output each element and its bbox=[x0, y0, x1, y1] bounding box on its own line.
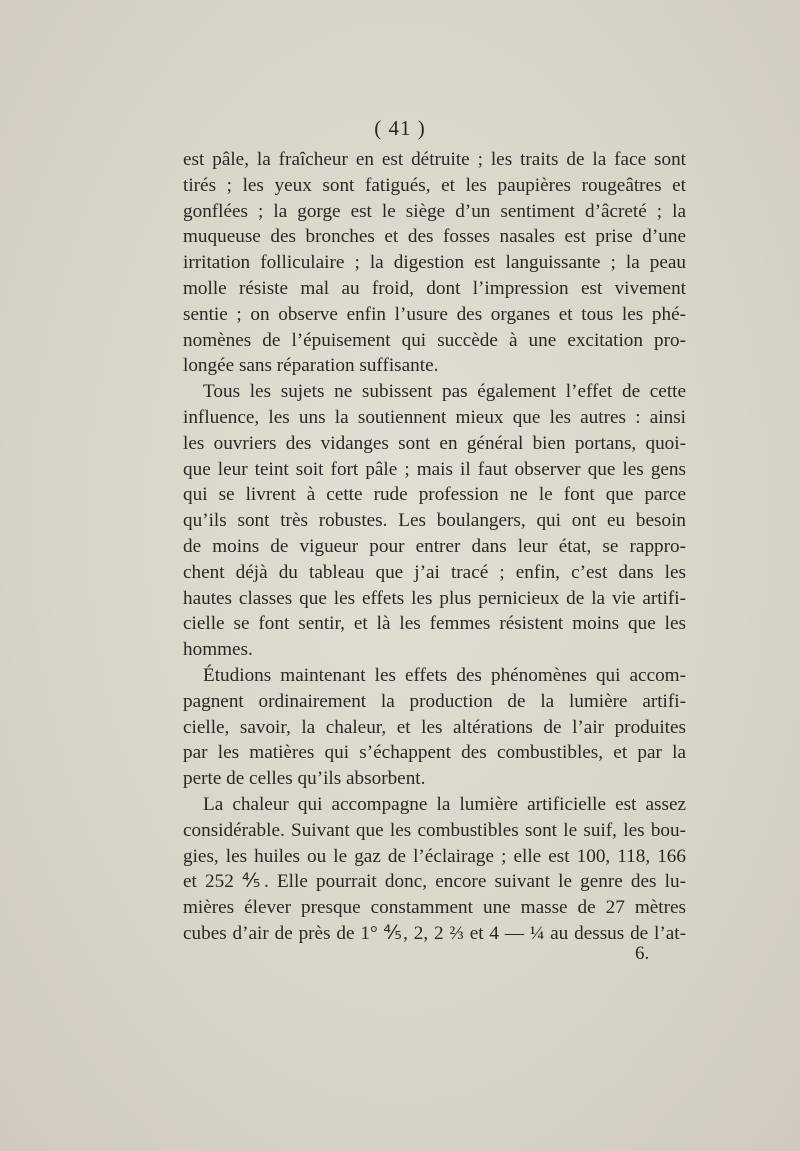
text-line: les ouvriers des vidanges sont en général bien portans, quoi- bbox=[183, 432, 686, 454]
text-line: sentie ; on observe enfin l’usure des organes et tous les phé- bbox=[183, 303, 686, 325]
text-line: par les matières qui s’échappent des combustibles, et par la bbox=[183, 742, 686, 764]
text-line: Étudions maintenant les effets des phénomènes qui accom- bbox=[203, 664, 686, 686]
body-text bbox=[183, 147, 686, 947]
text-line: gies, les huiles ou le gaz de l’éclairage ; elle est 100, 118, 166 bbox=[183, 845, 686, 867]
text-line: molle résiste mal au froid, dont l’impression est vivement bbox=[183, 277, 686, 299]
text-line: muqueuse des bronches et des fosses nasales est prise d’une bbox=[183, 226, 686, 248]
text-line: La chaleur qui accompagne la lumière artificielle est assez bbox=[203, 793, 686, 815]
text-line: est pâle, la fraîcheur en est détruite ; les traits de la face sont bbox=[183, 149, 686, 170]
text-line: mières élever presque constamment une masse de 27 mètres bbox=[183, 897, 686, 919]
text-line: cubes d’air de près de 1° ⅘, 2, 2 ⅔ et 4 — ¼ au dessus de l’at- bbox=[183, 922, 686, 944]
page-number: ( 41 ) bbox=[374, 116, 426, 140]
text-line: et 252 ⅘. Elle pourrait donc, encore suivant le genre des lu- bbox=[183, 871, 686, 893]
text-line: chent déjà du tableau que j’ai tracé ; enfin, c’est dans les bbox=[183, 561, 686, 583]
text-line: cielle, savoir, la chaleur, et les altérations de l’air produites bbox=[183, 716, 686, 738]
text-line: qui se livrent à cette rude profession ne le font que parce bbox=[183, 484, 686, 506]
catchword: 6. bbox=[635, 943, 650, 964]
text-line: hommes. bbox=[183, 639, 253, 661]
text-line: gonflées ; la gorge est le siège d’un sentiment d’âcreté ; la bbox=[183, 200, 686, 222]
text-line: irritation folliculaire ; la digestion est languissante ; la peau bbox=[183, 252, 686, 274]
text-line: nomènes de l’épuisement qui succède à une excitation pro- bbox=[183, 329, 686, 351]
text-line: que leur teint soit fort pâle ; mais il faut observer que les gens bbox=[183, 458, 686, 480]
text-line: qu’ils sont très robustes. Les boulangers, qui ont eu besoin bbox=[183, 510, 686, 532]
text-line: longée sans réparation suffisante. bbox=[183, 355, 439, 377]
text-line: Tous les sujets ne subissent pas également l’effet de cette bbox=[203, 381, 686, 403]
text-line: cielle se font sentir, et là les femmes résistent moins que les bbox=[183, 613, 686, 635]
text-line: perte de celles qu’ils absorbent. bbox=[183, 768, 426, 790]
text-line: de moins de vigueur pour entrer dans leur état, se rappro- bbox=[183, 535, 686, 557]
text-line: pagnent ordinairement la production de la lumière artifi- bbox=[183, 690, 686, 712]
text-line: tirés ; les yeux sont fatigués, et les paupières rougeâtres et bbox=[183, 174, 686, 196]
text-line: considérable. Suivant que les combustibles sont le suif, les bou- bbox=[183, 819, 686, 841]
text-line: influence, les uns la soutiennent mieux que les autres : ainsi bbox=[183, 406, 686, 428]
text-line: hautes classes que les effets les plus pernicieux de la vie artifi- bbox=[183, 587, 686, 609]
